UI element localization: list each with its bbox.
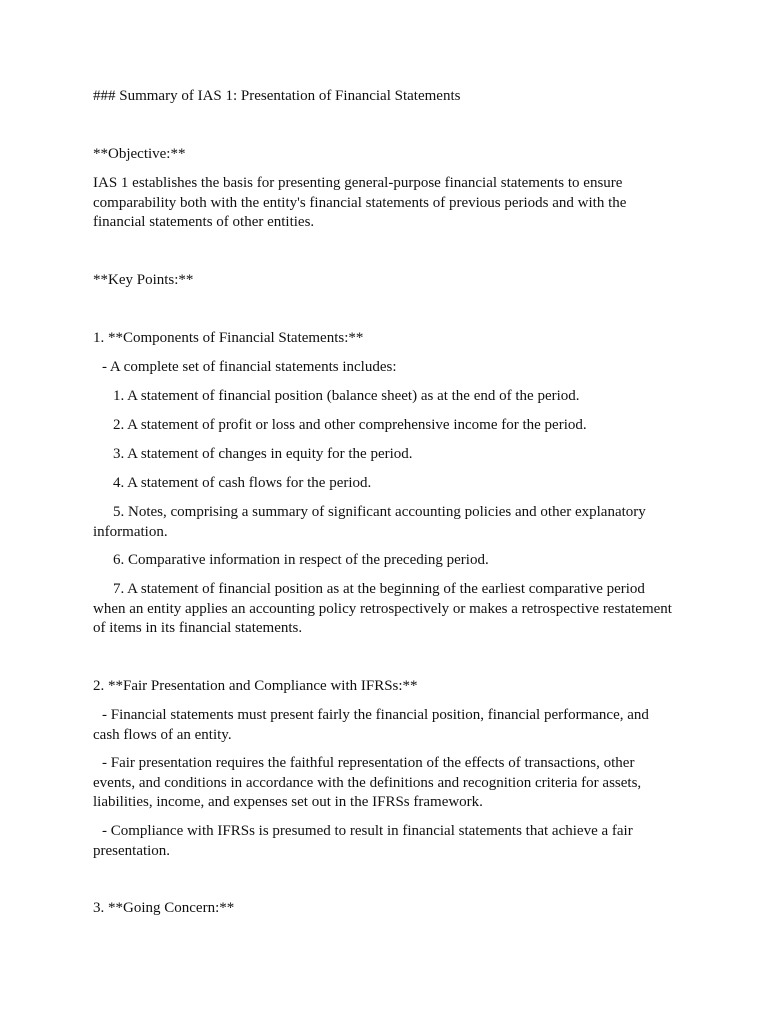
objective-text: IAS 1 establishes the basis for presenting general-purpose financial statements to ensure comparability both with the entity's financial statements of previous periods and with the financial statements of other entities. (93, 175, 627, 230)
component-item-1: 1. A statement of financial position (balance sheet) as at the end of the period. (113, 388, 580, 404)
component-item-2: 2. A statement of profit or loss and other comprehensive income for the period. (113, 417, 587, 433)
section-2-bullet-1: - Financial statements must present fairly the financial position, financial performance, and cash flows of an entity. (93, 707, 649, 743)
section-3-title: 3. **Going Concern:** (93, 900, 235, 916)
component-item-5: 5. Notes, comprising a summary of significant accounting policies and other explanatory information. (93, 504, 646, 540)
section-2-title: 2. **Fair Presentation and Compliance with IFRSs:** (93, 678, 418, 694)
section-2-bullet-3: - Compliance with IFRSs is presumed to result in financial statements that achieve a fair presentation. (93, 823, 633, 859)
objective-label: **Objective:** (93, 146, 186, 162)
component-item-7: 7. A statement of financial position as at the beginning of the earliest comparative period when an entity applies an accounting policy retrospectively or makes a retrospective restatement of items in its financial statements. (93, 581, 672, 636)
section-1-intro: - A complete set of financial statements includes: (102, 359, 397, 375)
component-item-3: 3. A statement of changes in equity for the period. (113, 446, 413, 462)
document-heading: ### Summary of IAS 1: Presentation of Financial Statements (93, 88, 461, 104)
component-item-6: 6. Comparative information in respect of the preceding period. (113, 552, 489, 568)
section-1-title: 1. **Components of Financial Statements:** (93, 330, 364, 346)
section-2-bullet-2: - Fair presentation requires the faithful representation of the effects of transactions, other events, and conditions in accordance with the definitions and recognition criteria for assets, liabilities, income, and expenses set out in the IFRSs framework. (93, 755, 642, 810)
component-item-4: 4. A statement of cash flows for the period. (113, 475, 372, 491)
key-points-label: **Key Points:** (93, 272, 194, 288)
